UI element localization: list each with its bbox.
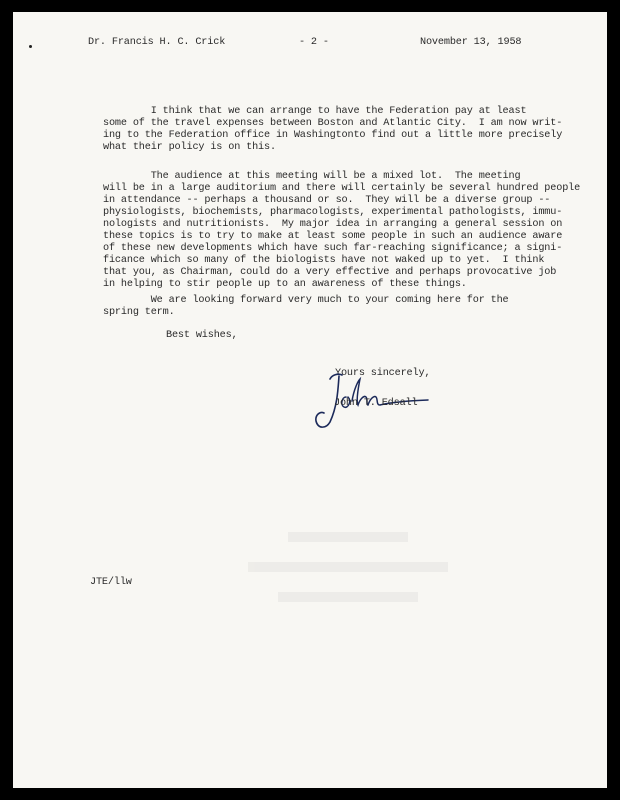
text-line: spring term. [103,307,175,318]
text-line: in attendance -- perhaps a thousand or so. They will be a diverse group -- [103,195,551,206]
text-line: physiologists, biochemists, pharmacologists, experimental pathologists, immu- [103,207,563,218]
text-line: We are looking forward very much to your coming here for the [103,295,509,306]
text-line: will be in a large auditorium and there will certainly be several hundred people [103,183,581,194]
header-recipient: Dr. Francis H. C. Crick [88,37,226,48]
text-line: these topics is to try to make at least some people in such an audience aware [103,231,563,242]
text-line: of these new developments which have such far-reaching significance; a signi- [103,243,563,254]
paragraph-1 [103,106,563,154]
text-line: The audience at this meeting will be a mixed lot. The meeting [103,171,521,182]
text-line: nologists and nutritionists. My major idea in arranging a general session on [103,219,563,230]
text-line: some of the travel expenses between Boston and Atlantic City. I am now writ- [103,118,563,129]
text-line: I think that we can arrange to have the Federation pay at least [103,106,527,117]
letter-page [13,12,607,788]
text-line: in helping to stir people up to an awareness of these things. [103,279,467,290]
typist-initials: JTE/llw [90,577,132,588]
text-line: what their policy is on this. [103,142,276,153]
paragraph-2 [103,171,581,291]
show-through-letterhead [248,532,448,622]
paragraph-3 [103,295,543,319]
header-date: November 13, 1958 [420,37,522,48]
header-page-number: - 2 - [299,37,329,48]
signatory-name: John T. Edsall [334,398,418,409]
closing-line: Best wishes, [166,330,238,341]
text-line: ing to the Federation office in Washingtonto find out a little more precisely [103,130,563,141]
text-line: ficance which so many of the biologists have not waked up to yet. I think [103,255,545,266]
valediction: Yours sincerely, [335,368,431,379]
text-line: that you, as Chairman, could do a very effective and perhaps provocative job [103,267,557,278]
punch-dot [29,45,32,48]
